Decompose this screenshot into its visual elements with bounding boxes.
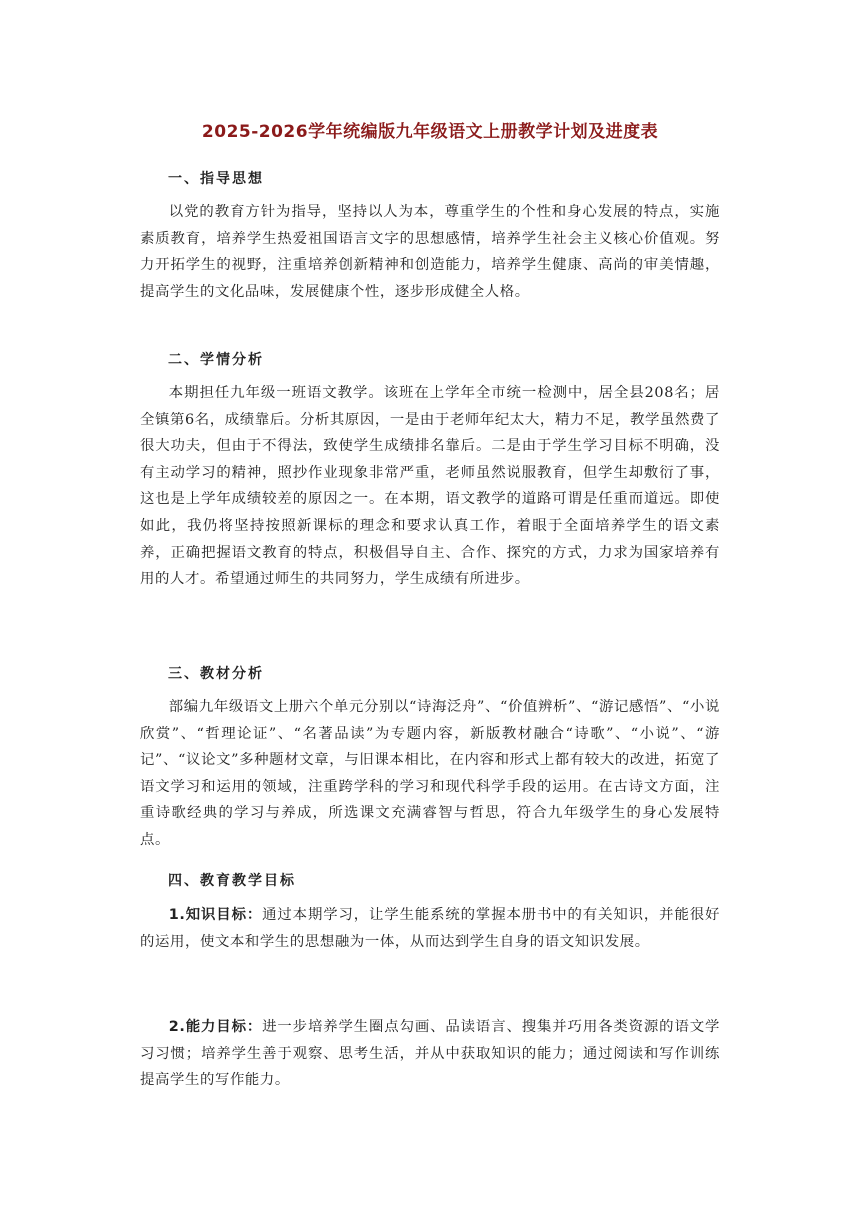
paragraph-textbook-analysis: 部编九年级语文上册六个单元分别以“诗海泛舟”、“价值辨析”、“游记感悟”、“小说欣赏”、“哲理论证”、“名著品读”为专题内容，新版教材融合“诗歌”、“小说”、“游记”、“议论文”多种题材文章，与旧课本相比，在内容和形式上都有较大的改进，拓宽了语文学习和运用的领域，注重跨学科的学习和现代科学手段的运用。在古诗文方面，注重诗歌经典的学习与养成，所选课文充满睿智与哲思，符合九年级学生的身心发展特点。	[140, 699, 720, 848]
paragraph-student-analysis: 本期担任九年级一班语文教学。该班在上学年全市统一检测中，居全县208名；居全镇第6名，成绩靠后。分析其原因，一是由于老师年纪太大，精力不足，教学虽然费了很大功夫，但由于不得法，致使学生成绩排名靠后。二是由于学生学习目标不明确，没有主动学习的精神，照抄作业现象非常严重，老师虽然说服教育，但学生却敷衍了事，这也是上学年成绩较差的原因之一。在本期，语文教学的道路可谓是任重而道远。即使如此，我仍将坚持按照新课标的理念和要求认真工作，着眼于全面培养学生的语文素养，正确把握语文教育的特点，积极倡导自主、合作、探究的方式，力求为国家培养有用的人才。希望通过师生的共同努力，学生成绩有所进步。	[140, 385, 720, 588]
goal-ability-text: 进一步培养学生圈点勾画、品读语言、搜集并巧用各类资源的语文学习习惯；培养学生善于观察、思考生活，并从中获取知识的能力；通过阅读和写作训练提高学生的写作能力。	[140, 1019, 720, 1089]
section-heading-textbook-analysis: 三、教材分析	[168, 666, 264, 682]
goal-ability-label: 2.能力目标：	[168, 1019, 263, 1035]
section-heading-student-analysis: 二、学情分析	[168, 352, 264, 368]
goal-knowledge-text: 通过本期学习，让学生能系统的掌握本册书中的有关知识，并能很好的运用，使文本和学生的思想融为一体，从而达到学生自身的语文知识发展。	[140, 907, 720, 950]
section-heading-teaching-goals: 四、教育教学目标	[168, 873, 296, 889]
goal-knowledge-label: 1.知识目标：	[168, 907, 263, 923]
paragraph-guiding-ideology: 以党的教育方针为指导，坚持以人为本，尊重学生的个性和身心发展的特点，实施素质教育，培养学生热爱祖国语言文字的思想感情，培养学生社会主义核心价值观。努力开拓学生的视野，注重培养创新精神和创造能力，培养学生健康、高尚的审美情趣，提高学生的文化品味，发展健康个性，逐步形成健全人格。	[140, 204, 720, 300]
goal-knowledge	[140, 902, 720, 955]
section-heading-guiding-ideology: 一、指导思想	[168, 171, 264, 187]
goal-ability	[140, 1014, 720, 1094]
document-title: 2025-2026学年统编版九年级语文上册教学计划及进度表	[201, 122, 659, 142]
